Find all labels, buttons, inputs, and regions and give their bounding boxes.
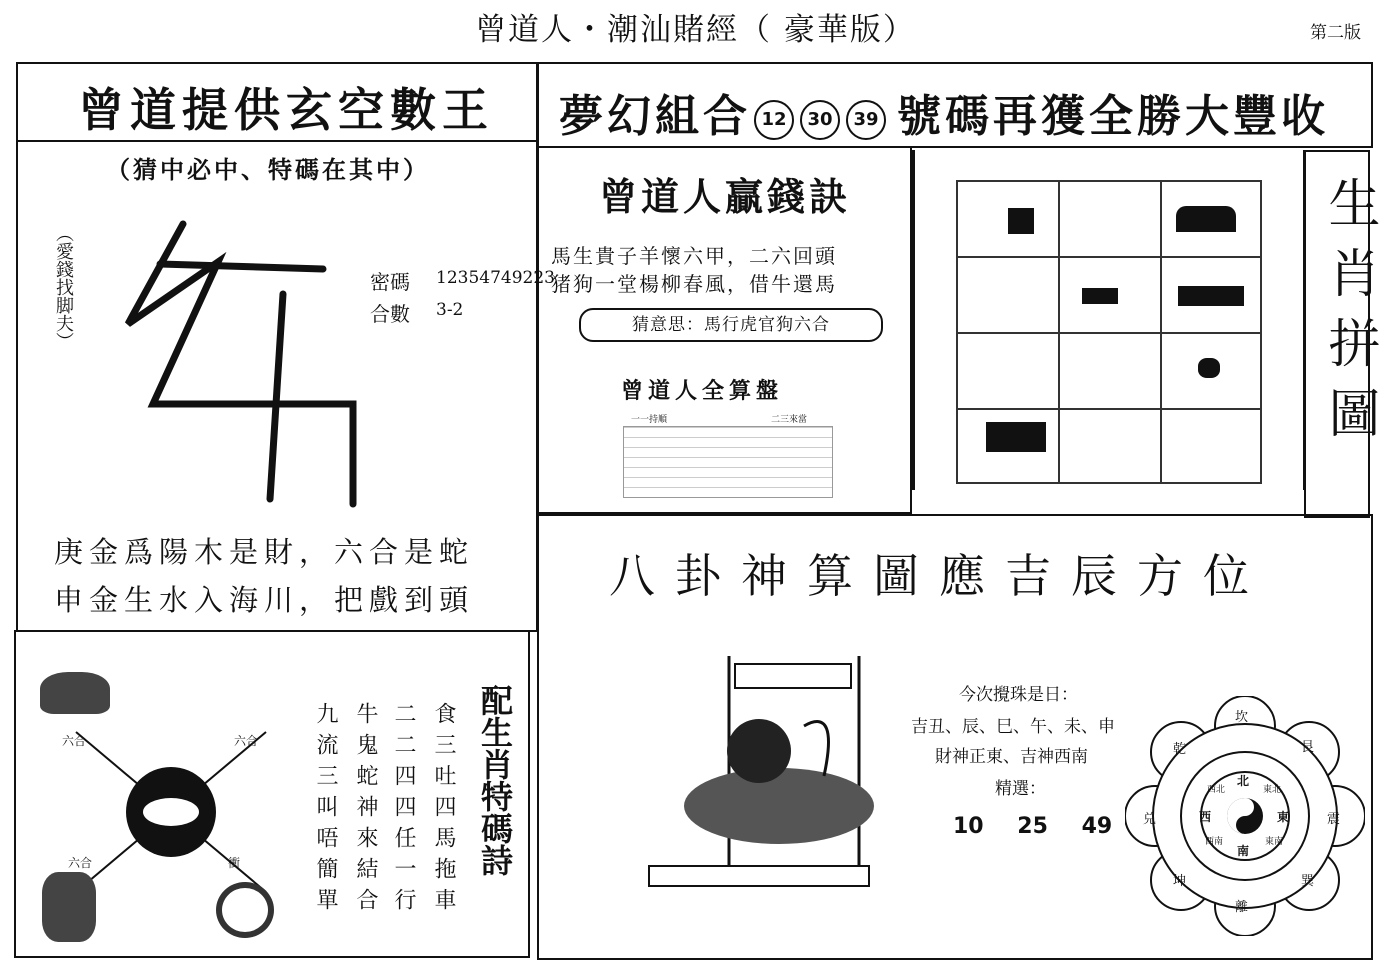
selected-number-2: 25 <box>1017 814 1048 839</box>
dir-southwest: 西南 <box>1205 837 1224 847</box>
shape-piece <box>1198 358 1220 378</box>
dir-northeast: 東北 <box>1263 785 1282 795</box>
dir-east: 東 <box>1277 810 1290 824</box>
poem-col-4: 九流三叫唔簡單 <box>313 702 338 919</box>
label-se: 衝 <box>228 856 241 870</box>
bagua-panel <box>537 514 1373 960</box>
grid-cell <box>1161 409 1261 483</box>
banner-left-text: 夢幻組合 <box>559 91 751 142</box>
grid-cell <box>957 257 1059 333</box>
page-title: 曾道人・潮汕賭經（ 豪華版） <box>475 12 916 48</box>
grid-cell <box>1161 257 1261 333</box>
abacus-table <box>623 426 833 498</box>
sum-label: 合數 <box>370 302 410 326</box>
poem-col-1: 食三吐四馬拖車 <box>431 702 456 919</box>
trigram-xun: 巽 <box>1301 874 1315 889</box>
trigram-zhen: 震 <box>1327 812 1341 827</box>
shape-piece <box>1176 206 1236 232</box>
gods-text: 財神正東、吉神西南 <box>935 747 1088 767</box>
money-title: 曾道人贏錢訣 <box>599 174 852 219</box>
label-sw: 六合 <box>68 856 93 870</box>
money-hint: 猜意思：馬行虎官狗六合 <box>579 308 883 342</box>
animal-tiger <box>40 672 110 714</box>
banner-line <box>559 80 1329 144</box>
animal-dog <box>42 872 96 942</box>
trigram-kan: 坎 <box>1235 710 1249 725</box>
zigzag-figure <box>98 214 398 514</box>
grid-cell <box>1161 333 1261 409</box>
banner-number-2: 30 <box>800 100 840 140</box>
password-label: 密碼 <box>370 270 410 294</box>
shape-piece <box>986 422 1046 452</box>
trigram-qian: 乾 <box>1173 742 1187 757</box>
trigram-kun: 坤 <box>1173 874 1187 889</box>
puzzle-grid <box>956 180 1262 484</box>
zodiac-poem-title: 配生肖特碼詩 <box>476 684 514 876</box>
grid-cell <box>1059 257 1161 333</box>
puzzle-title: 生肖拼圖 <box>1319 176 1379 456</box>
title-divider <box>18 140 536 142</box>
poem-line-2: 申金生水入海川，把戲到頭 <box>54 583 475 617</box>
trigram-gen: 艮 <box>1301 740 1315 755</box>
poem-col-2: 二二四四任一行 <box>391 702 416 919</box>
grid-cell <box>957 181 1059 257</box>
dir-north: 北 <box>1237 774 1250 788</box>
money-panel <box>537 148 912 514</box>
abacus-left-label: 一一持順 <box>631 415 668 425</box>
selected-numbers <box>953 814 1112 839</box>
trigram-li: 離 <box>1235 900 1249 915</box>
days-list: 吉丑、辰、巳、午、未、申 <box>911 717 1115 737</box>
grid-cell <box>1059 333 1161 409</box>
poem-line-1: 庚金爲陽木是財，六合是蛇 <box>54 535 475 569</box>
zodiac-panel <box>14 630 530 958</box>
top-banner <box>537 62 1373 148</box>
vertical-note: （愛錢找脚夫） <box>53 224 74 350</box>
money-line-1: 馬生貴子羊懷六甲，二六回頭 <box>551 244 837 268</box>
label-ne: 六合 <box>62 734 87 748</box>
grid-cell <box>1059 409 1161 483</box>
selected-number-1: 10 <box>953 814 984 839</box>
trigram-dui: 兑 <box>1143 812 1157 827</box>
today-label: 今次攪珠是日： <box>959 685 1078 705</box>
bagua-title: 八卦神算圖應吉辰方位 <box>609 549 1269 603</box>
grid-cell <box>1161 181 1261 257</box>
poem-col-3: 牛鬼蛇神來結合 <box>353 702 378 919</box>
label-nw: 六合 <box>234 734 259 748</box>
left-panel-subtitle: （猜中必中、特碼在其中） <box>106 155 430 184</box>
dir-south: 南 <box>1237 844 1250 858</box>
grid-cell <box>957 333 1059 409</box>
shape-piece <box>1178 286 1244 306</box>
abacus-right-label: 二三來當 <box>771 415 808 425</box>
selected-number-3: 49 <box>1081 814 1113 839</box>
shape-piece <box>1082 288 1118 304</box>
grid-cell <box>1059 181 1161 257</box>
puzzle-title-box <box>1304 150 1379 518</box>
abacus-title: 曾道人全算盤 <box>621 378 784 404</box>
grid-cell <box>957 409 1059 483</box>
warrior-illustration <box>639 646 899 906</box>
banner-right-text: 號碼再獲全勝大豐收 <box>897 91 1329 142</box>
shape-piece <box>1008 208 1034 234</box>
edition-label: 第二版 <box>1310 23 1361 43</box>
left-panel <box>16 62 555 632</box>
sum-value: 3-2 <box>436 300 464 320</box>
money-line-2: 猪狗一堂楊柳春風，借牛還馬 <box>551 272 837 296</box>
animal-snake <box>216 882 274 938</box>
password-value: 12354749223 <box>436 268 555 288</box>
left-panel-title: 曾道提供玄空數王 <box>78 83 494 137</box>
selected-label: 精選： <box>995 779 1046 799</box>
dir-southeast: 東南 <box>1265 837 1284 847</box>
banner-number-1: 12 <box>754 100 794 140</box>
dir-west: 西 <box>1199 810 1212 824</box>
dir-northwest: 西北 <box>1207 785 1226 795</box>
banner-number-3: 39 <box>846 100 886 140</box>
